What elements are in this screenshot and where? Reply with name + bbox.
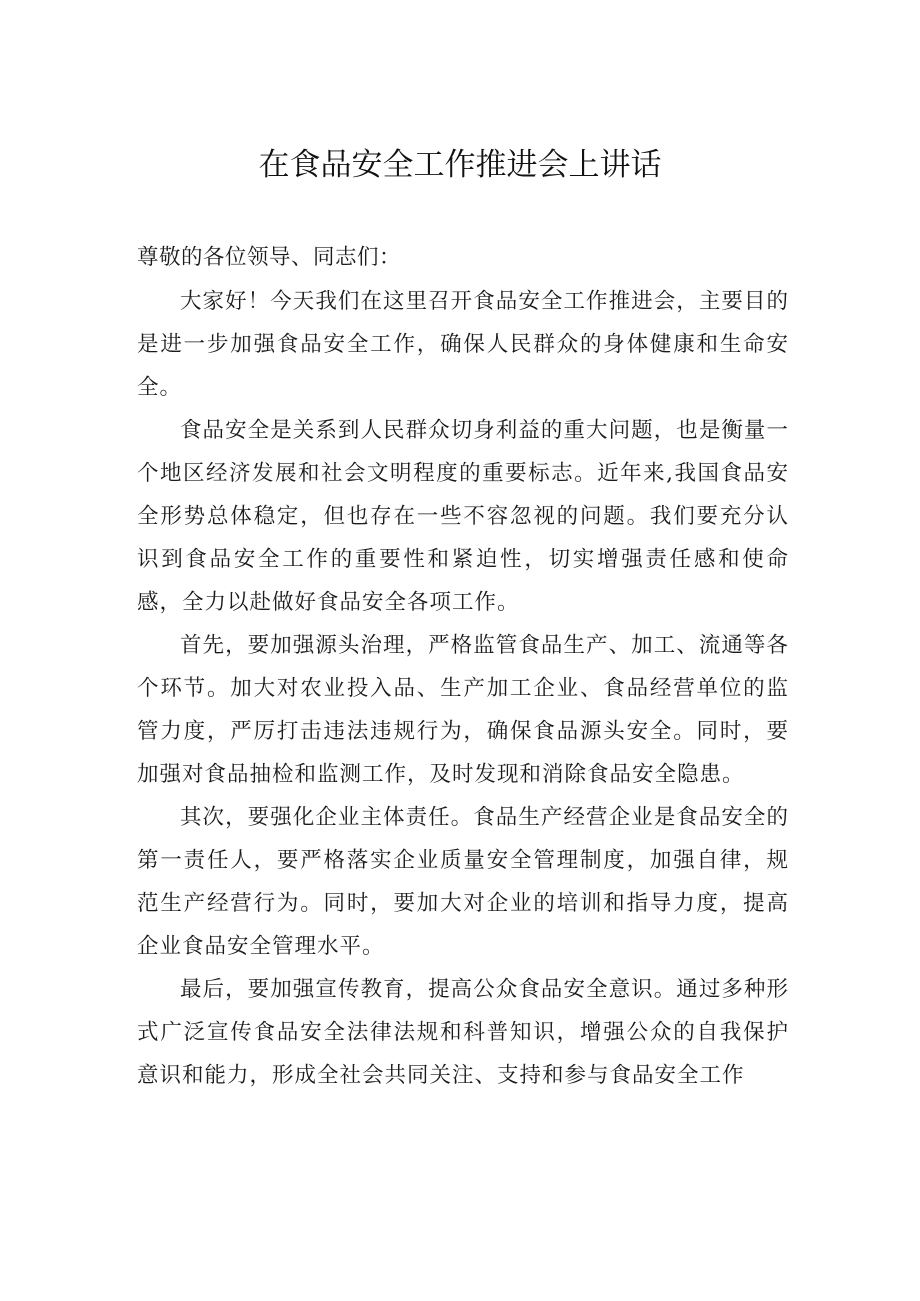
document-title: 在食品安全工作推进会上讲话	[258, 147, 662, 183]
paragraph-first-point: 首先，要加强源头治理，严格监管食品生产、加工、流通等各个环节。加大对农业投入品、生产加工企业、食品经营单位的监管力度，严厉打击违法违规行为，确保食品源头安全。同时，要加强对食品抽检和监测工作，及时发现和消除食品安全隐患。	[137, 633, 789, 787]
paragraph-opening: 大家好！今天我们在这里召开食品安全工作推进会，主要目的是进一步加强食品安全工作，确保人民群众的身体健康和生命安全。	[137, 289, 789, 400]
salutation: 尊敬的各位领导、同志们：	[137, 245, 402, 270]
document-body	[137, 236, 789, 1097]
paragraph-final-point: 最后，要加强宣传教育，提高公众食品安全意识。通过多种形式广泛宣传食品安全法律法规和科普知识，增强公众的自我保护意识和能力，形成全社会共同关注、支持和参与食品安全工作	[137, 977, 789, 1088]
paragraph-second-point: 其次，要强化企业主体责任。食品生产经营企业是食品安全的第一责任人，要严格落实企业质量安全管理制度，加强自律，规范生产经营行为。同时，要加大对企业的培训和指导力度，提高企业食品安全管理水平。	[137, 805, 789, 959]
paragraph-importance: 食品安全是关系到人民群众切身利益的重大问题，也是衡量一个地区经济发展和社会文明程度的重要标志。近年来,我国食品安全形势总体稳定，但也存在一些不容忽视的问题。我们要充分认识到食品安全工作的重要性和紧迫性，切实增强责任感和使命感，全力以赴做好食品安全各项工作。	[137, 418, 789, 615]
